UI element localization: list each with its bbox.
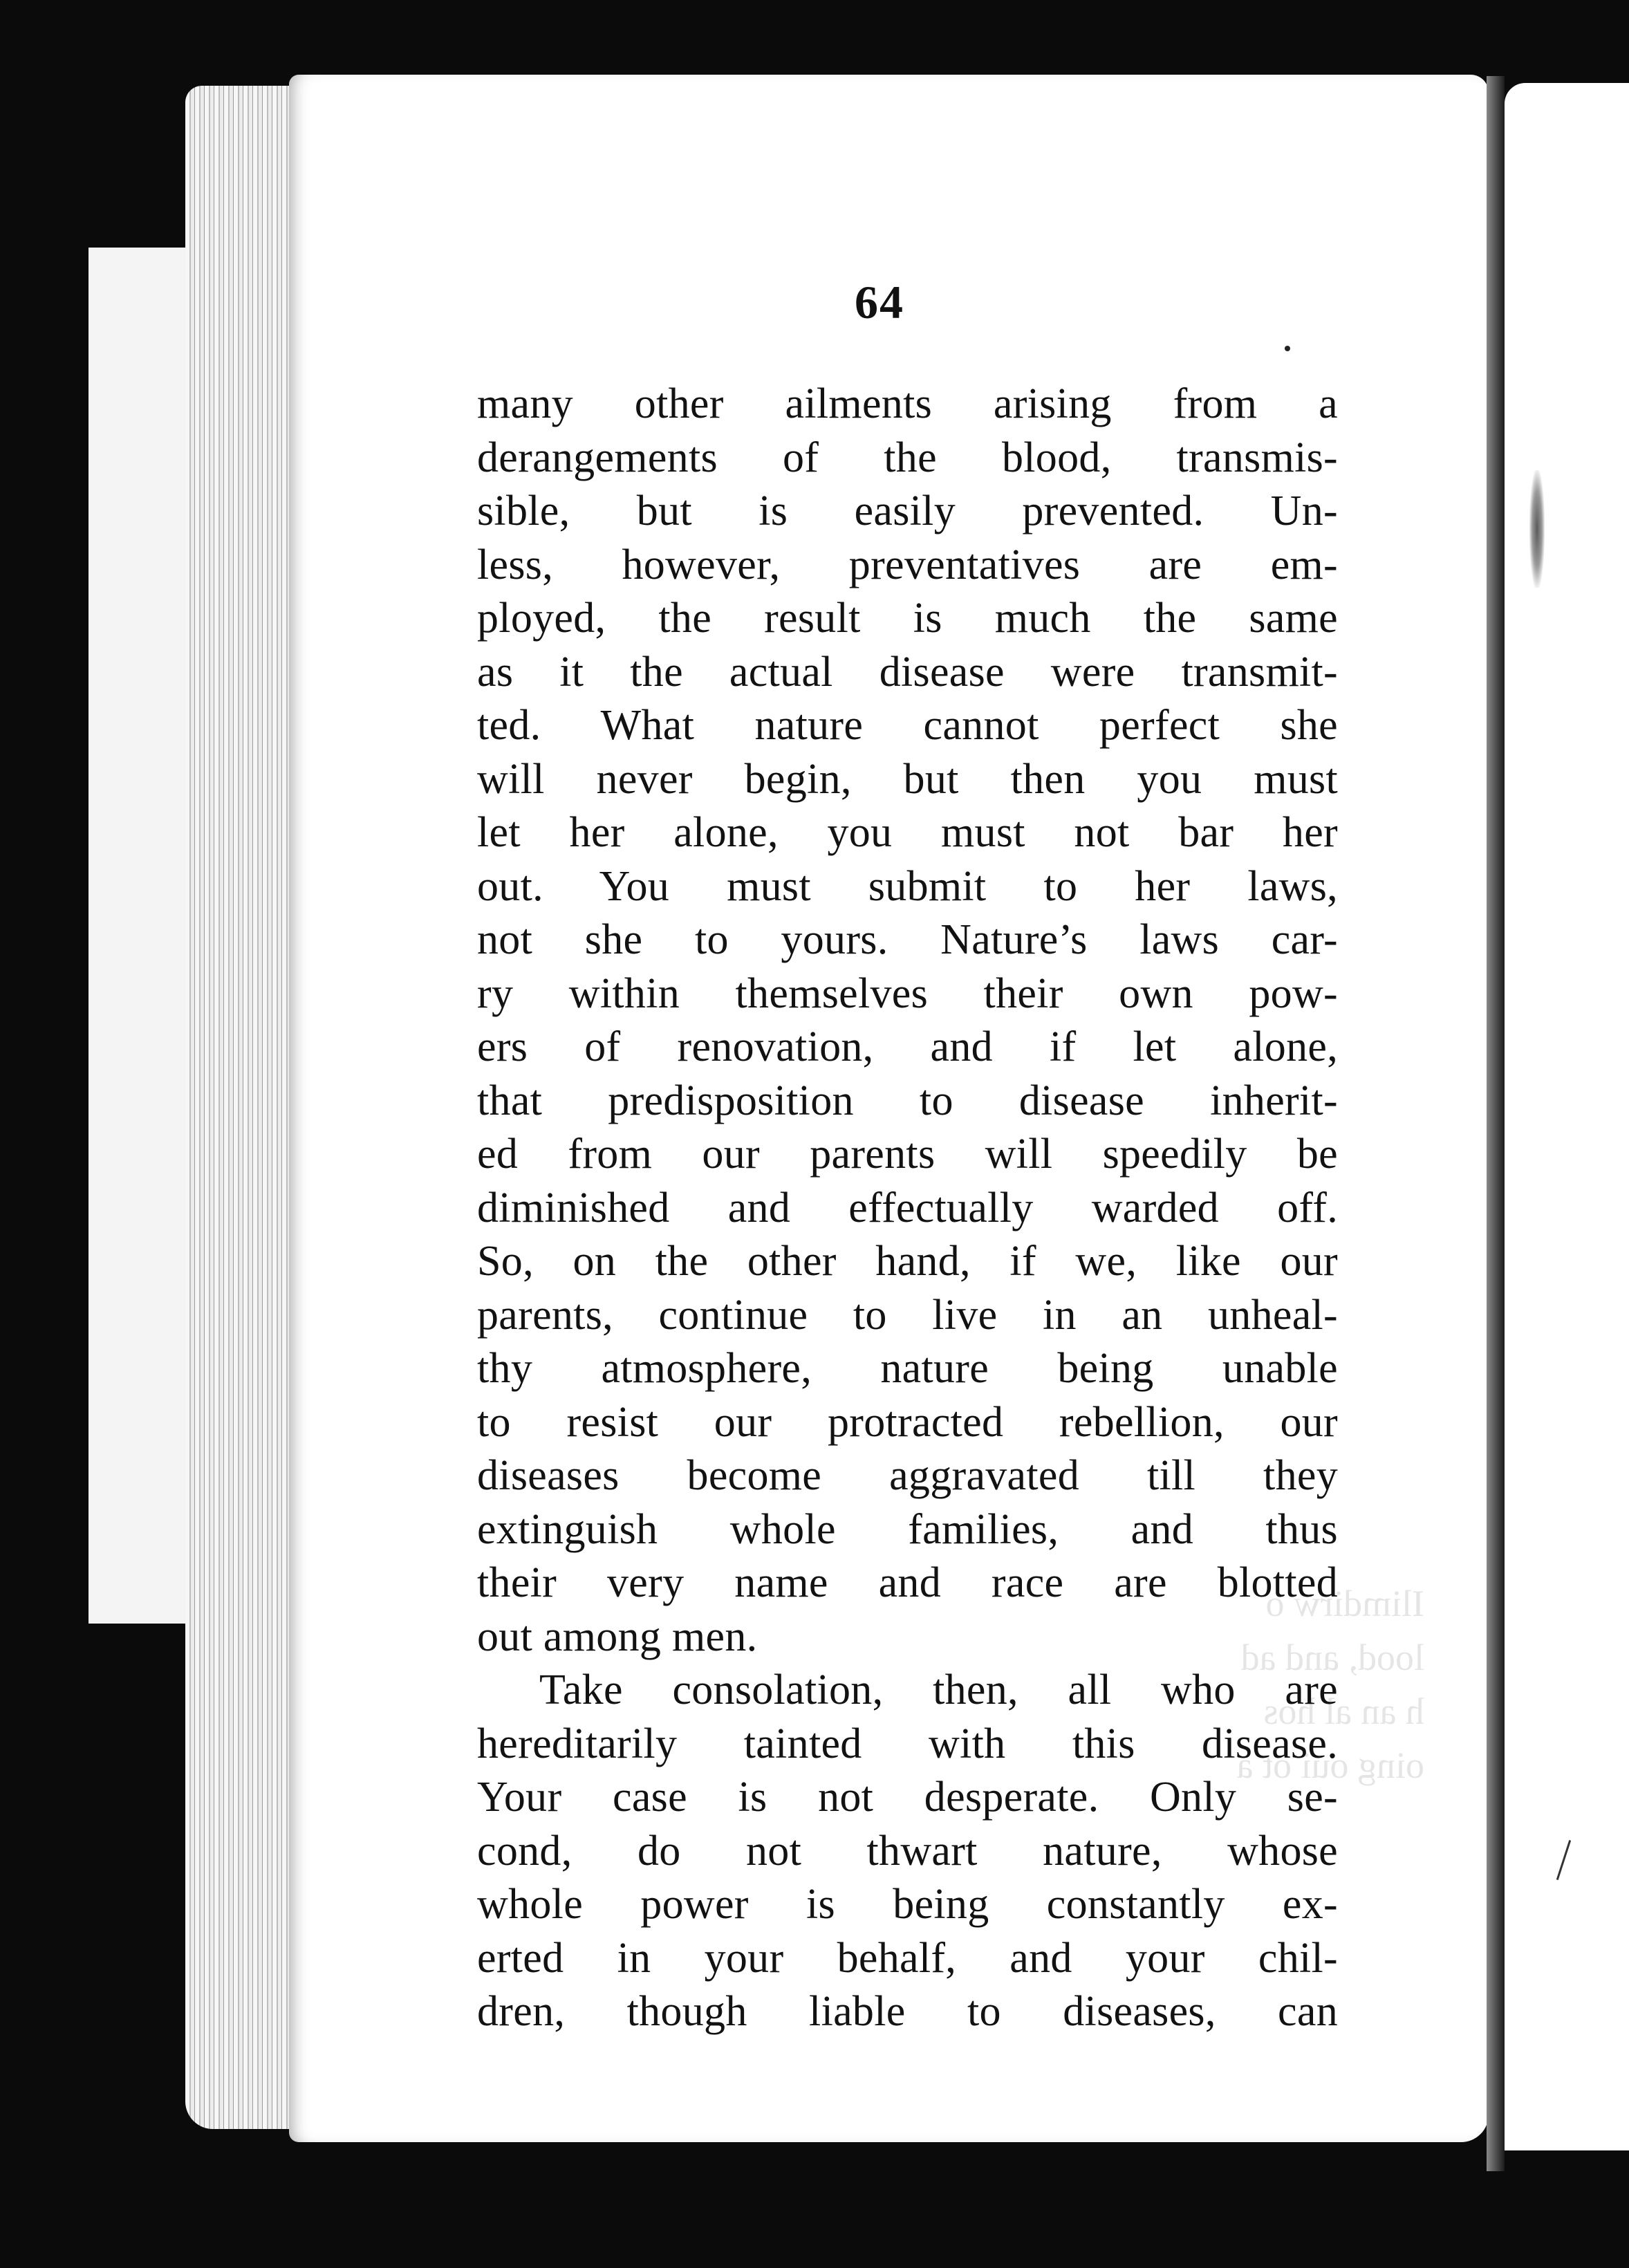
text-line: cond, do not thwart nature, whose [477, 1827, 1338, 1875]
text-line: out among men. [477, 1612, 758, 1660]
text-line: sible, but is easily prevented. Un- [477, 487, 1338, 535]
ink-bleed-mark [1529, 470, 1545, 588]
text-line: that predisposition to disease inherit- [477, 1077, 1338, 1124]
text-line: So, on the other hand, if we, like our [477, 1238, 1338, 1285]
text-line: not she to yours. Nature’s laws car- [477, 916, 1338, 963]
text-line: thy atmosphere, nature being unable [477, 1345, 1338, 1392]
text-line: let her alone, you must not bar her [477, 809, 1338, 856]
text-line: dren, though liable to diseases, can [477, 1988, 1338, 2035]
book-page-edges [185, 86, 296, 2129]
background-paper-slip [89, 248, 191, 1624]
text-line: derangements of the blood, transmis- [477, 434, 1338, 481]
text-line: Your case is not desperate. Only se- [477, 1774, 1338, 1821]
page-number: 64 [855, 276, 904, 328]
text-line: ers of renovation, and if let alone, [477, 1023, 1338, 1070]
text-line: erted in your behalf, and your chil- [477, 1934, 1338, 1982]
text-line: ted. What nature cannot perfect she [477, 702, 1338, 749]
facing-page [1505, 83, 1629, 2150]
text-line: extinguish whole families, and thus [477, 1505, 1338, 1553]
text-line: will never begin, but then you must [477, 755, 1338, 803]
text-line: whole power is being constantly ex- [477, 1881, 1338, 1928]
text-line: less, however, preventatives are em- [477, 541, 1338, 588]
show-through-line: oing oui ot a [1236, 1745, 1424, 1786]
text-line: their very name and race are blotted [477, 1559, 1338, 1606]
book-gutter [1487, 76, 1505, 2171]
text-line: parents, continue to live in an unheal- [477, 1291, 1338, 1339]
text-line: diseases become aggravated till they [477, 1452, 1338, 1499]
show-through-line: Ilimdirw o [1265, 1583, 1424, 1624]
text-line: ed from our parents will speedily be [477, 1131, 1338, 1178]
text-line: ry within themselves their own pow- [477, 969, 1338, 1017]
text-line: ployed, the result is much the same [477, 595, 1338, 642]
show-through-line: lood, and ad [1240, 1637, 1424, 1678]
body-text [477, 378, 1338, 2039]
show-through-line: h an al hos [1263, 1691, 1424, 1732]
text-line: as it the actual disease were transmit- [477, 648, 1338, 696]
text-line: to resist our protracted rebellion, our [477, 1398, 1338, 1446]
ink-speck [1285, 346, 1290, 351]
text-line: out. You must submit to her laws, [477, 862, 1338, 910]
text-line: Take consolation, then, all who are [539, 1666, 1338, 1713]
text-line: many other ailments arising from a [477, 380, 1338, 427]
pencil-mark [1556, 1840, 1571, 1880]
text-line: diminished and effectually warded off. [477, 1184, 1338, 1231]
text-line: hereditarily tainted with this disease. [477, 1720, 1338, 1767]
